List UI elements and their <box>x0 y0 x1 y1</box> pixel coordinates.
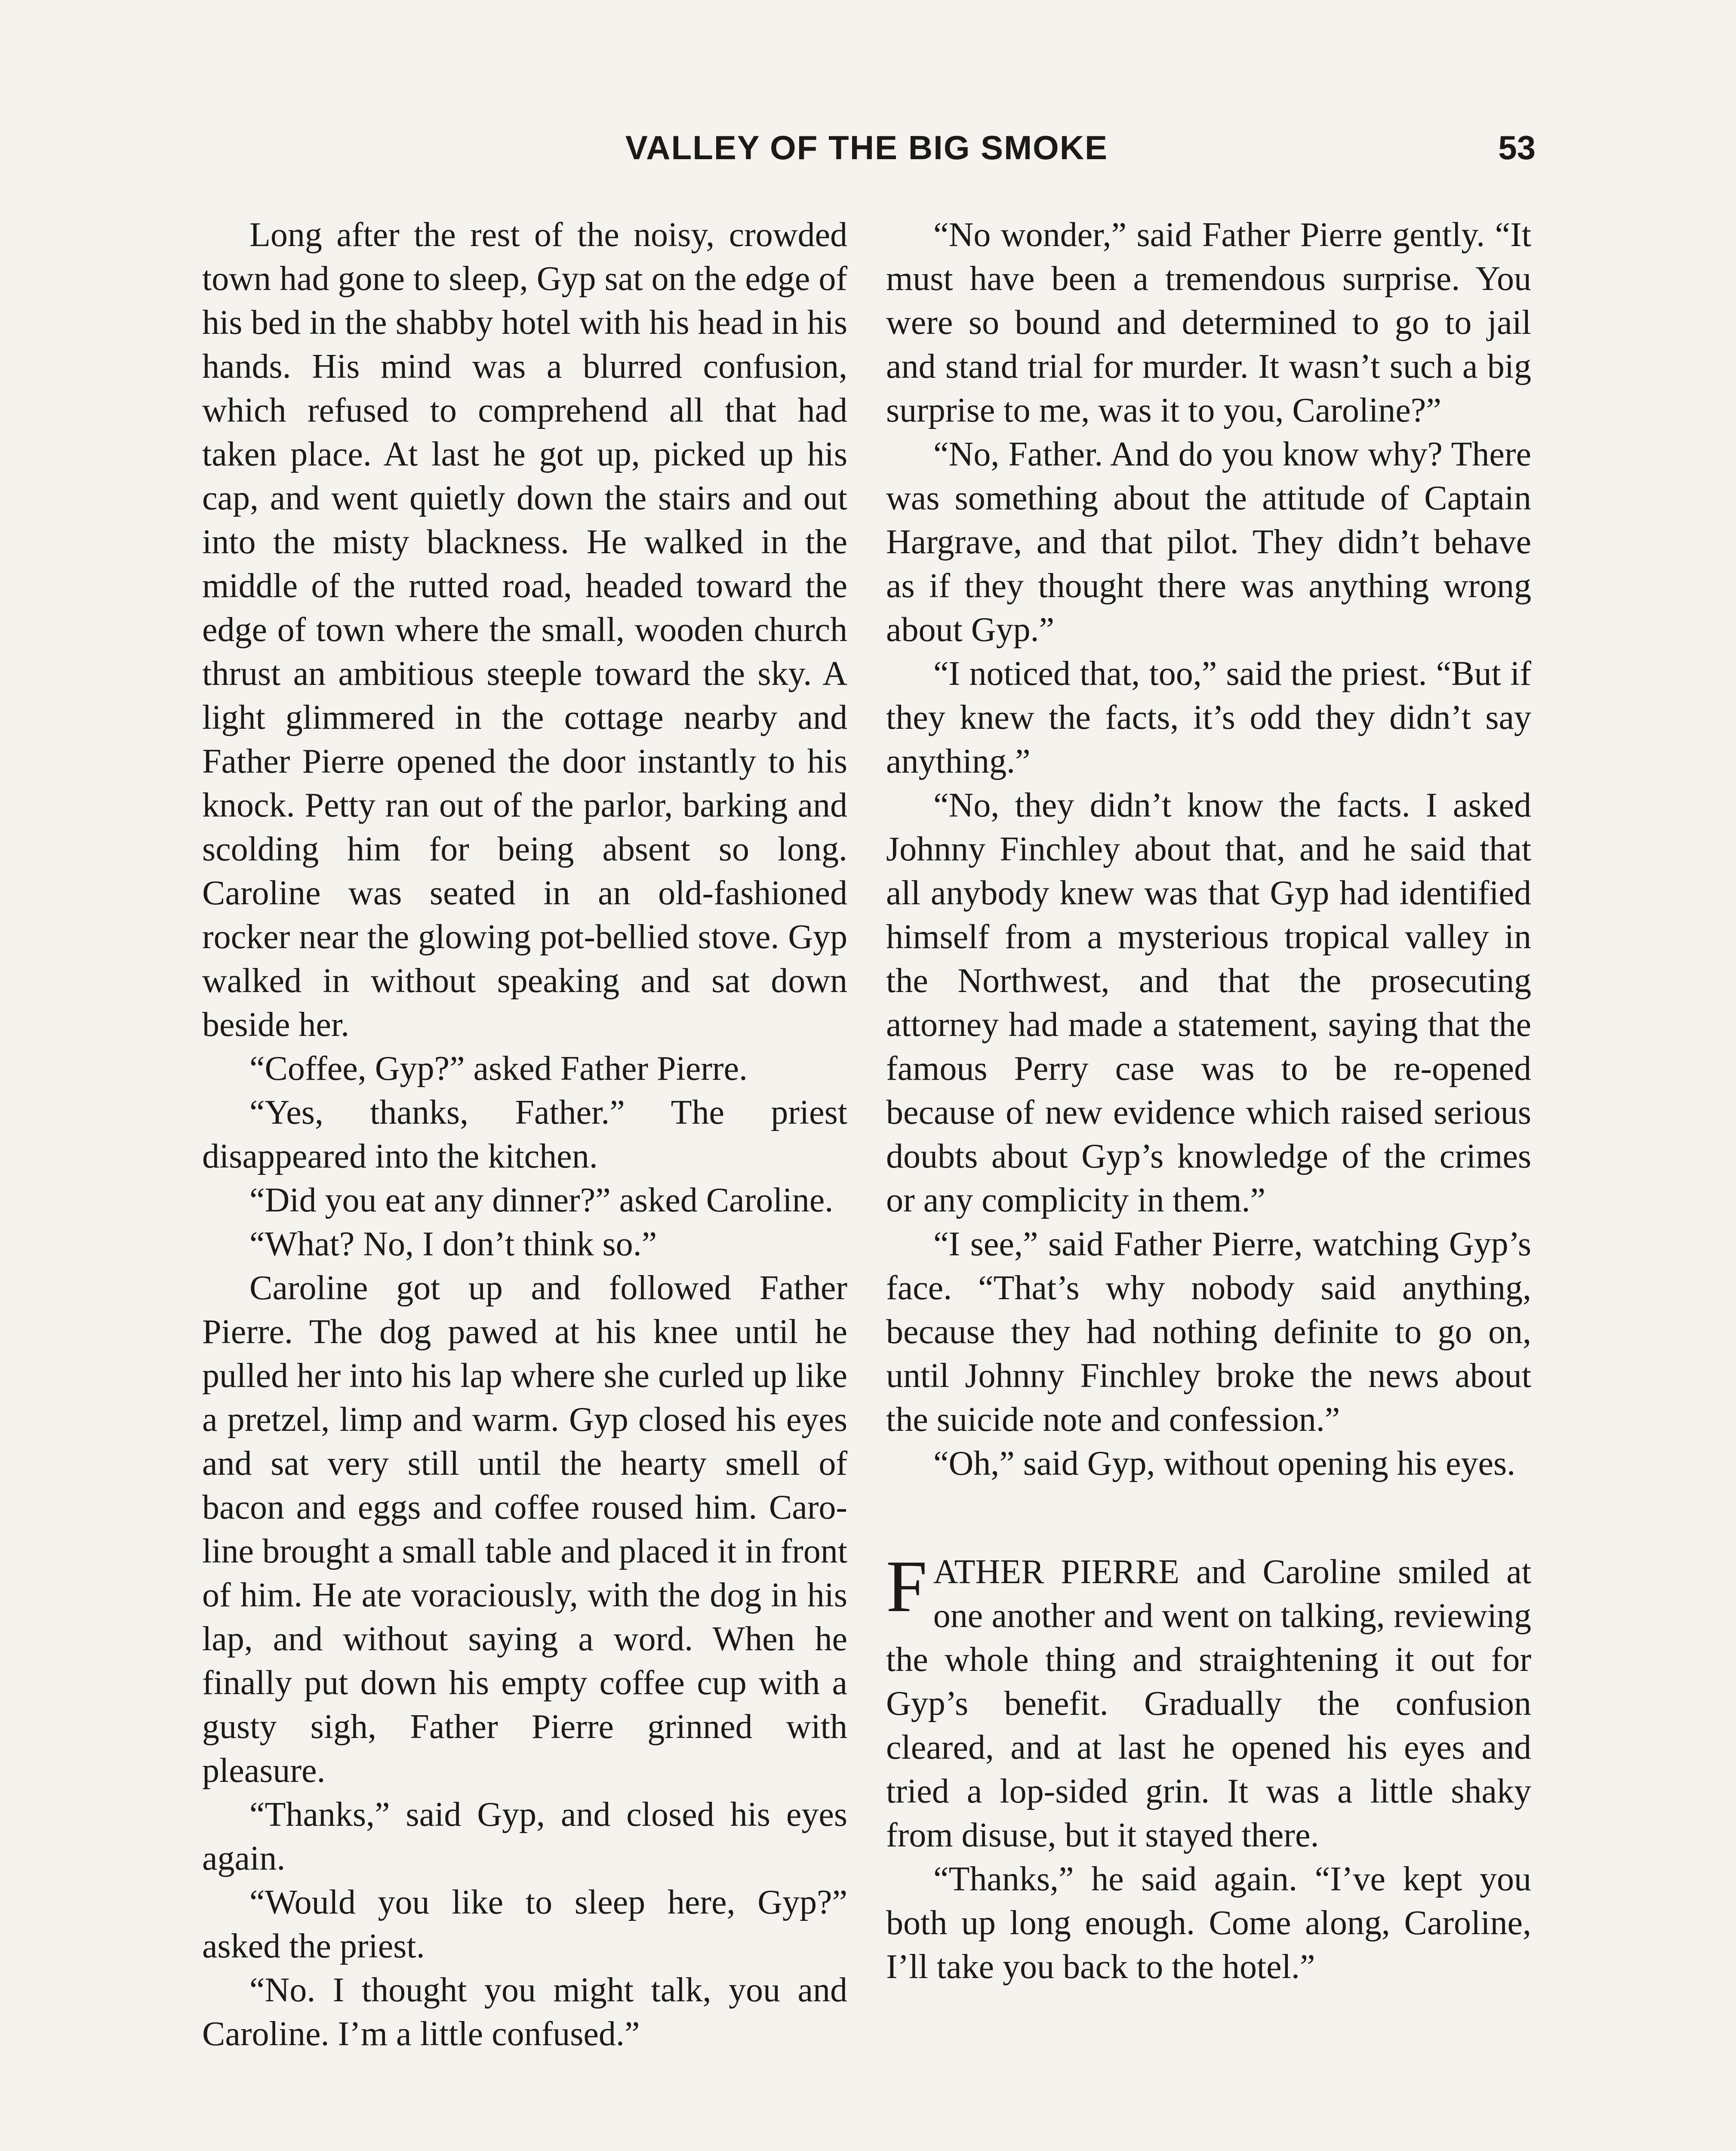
paragraph: Long after the rest of the noisy, crowded town had gone to sleep, Gyp sat on the edge of his bed in the shabby hotel with his head in his hands. His mind was a blurred confusion, which refused to comprehend all that had taken place. At last he got up, picked up his cap, and went quietly down the stairs and out into the misty blackness. He walked in the middle of the rutted road, headed toward the edge of town where the small, wooden church thrust an ambitious steeple toward the sky. A light glimmered in the cottage nearby and Father Pierre opened the door instantly to his knock. Petty ran out of the parlor, barking and scolding him for being absent so long. Caroline was seated in an old-fashioned rocker near the glowing pot-bellied stove. Gyp walked in without speaking and sat down beside her. <box>202 216 847 1044</box>
paragraph: “Thanks,” he said again. “I’ve kept you both up long enough. Come along, Caroline, I’ll take you back to the hotel.” <box>886 1860 1531 1986</box>
paragraph: “Would you like to sleep here, Gyp?” asked the priest. <box>202 1883 847 1965</box>
paragraph: Caroline got up and followed Father Pierre. The dog pawed at his knee until he pulled her into his lap where she curled up like a pretzel, limp and warm. Gyp closed his eyes and sat very still until the hearty smell of bacon and eggs and coffee roused him. Caroline brought a small table and placed it in front of him. He ate voraciously, with the dog in his lap, and without saying a word. When he finally put down his empty coffee cup with a gusty sigh, Father Pierre grinned with pleasure. <box>202 1269 847 1790</box>
paragraph: “I noticed that, too,” said the priest. “But if they knew the facts, it’s odd they didn’t say anything.” <box>886 655 1531 780</box>
section-opening-paragraph <box>886 1546 1531 1857</box>
left-text-column <box>202 213 847 2056</box>
paragraph: “Coffee, Gyp?” asked Father Pierre. <box>249 1050 748 1088</box>
paragraph: “Thanks,” said Gyp, and closed his eyes again. <box>202 1796 847 1877</box>
paragraph: “No, they didn’t know the facts. I asked Johnny Finchley about that, and he said that all anybody knew was that Gyp had identified himself from a mysterious tropical valley in the Northwest, and that the prosecuting attorney had made a statement, saying that the famous Perry case was to be re-opened because of new evidence which raised serious doubts about Gyp’s knowledge of the crimes or any complicity in them.” <box>886 786 1531 1219</box>
running-header <box>198 125 1536 172</box>
section-break <box>886 1485 1531 1550</box>
paragraph: “Oh,” said Gyp, without opening his eyes. <box>933 1445 1516 1482</box>
paragraph: “No. I thought you might talk, you and Caroline. I’m a little confused.” <box>202 1971 847 2053</box>
paragraph: “Yes, thanks, Father.” The priest disappeared into the kitchen. <box>202 1094 847 1175</box>
chapter-title: VALLEY OF THE BIG SMOKE <box>625 129 1108 166</box>
paragraph: “I see,” said Father Pierre, watching Gyp’s face. “That’s why nobody said anything, because they had nothing definite to go on, until Johnny Finchley broke the news about the suicide note and confession.” <box>886 1225 1531 1439</box>
paragraph: “No wonder,” said Father Pierre gently. “It must have been a tremendous surprise. You were so bound and determined to go to jail and stand trial for murder. It wasn’t such a big surprise to me, was it to you, Caroline?” <box>886 216 1531 429</box>
page-number: 53 <box>1498 129 1536 166</box>
section-opening-text: ATHER PIERRE and Caroline smiled at one another and went on talking, reviewing the whole thing and straightening it out for Gyp’s benefit. Gradually the confusion cleared, and at last he opened his eyes and tried a lop-sided grin. It was a little shaky from disuse, but it stayed there. <box>886 1553 1531 1854</box>
drop-cap: F <box>886 1546 927 1627</box>
right-text-column <box>886 213 1531 1989</box>
paragraph: “No, Father. And do you know why? There was something about the attitude of Captain Hargrave, and that pilot. They didn’t behave as if they thought there was anything wrong about Gyp.” <box>886 435 1531 649</box>
paragraph: “What? No, I don’t think so.” <box>249 1225 657 1263</box>
paragraph: “Did you eat any dinner?” asked Caroline. <box>249 1181 834 1219</box>
